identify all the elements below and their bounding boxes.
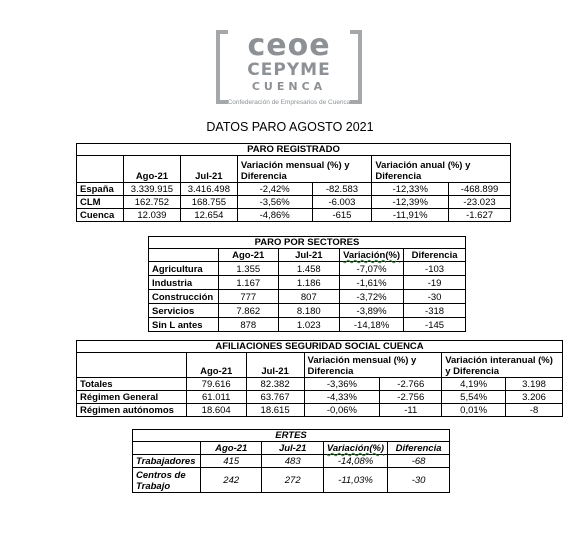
afiliaciones-table [76,340,563,417]
row-label: Cuenca [77,209,124,222]
ertes-table [132,429,450,493]
cell: -8 [506,404,563,417]
cell: 18.604 [186,404,246,417]
cell: -23.023 [449,196,511,209]
row-label: España [77,183,124,196]
table-title: ERTES [133,430,450,442]
column-header [323,442,387,455]
logo-right-bracket [350,30,362,104]
cell: 878 [218,318,278,332]
cell: -11 [380,404,442,417]
table-row [77,196,511,209]
cell: 82.382 [246,378,304,391]
cell: -145 [404,318,466,332]
cell: -1,61% [340,276,404,290]
cell: 18.615 [246,404,304,417]
cell: -3,89% [340,304,404,318]
logo-text-ceoe: ceoe [247,28,331,63]
ceoe-cepyme-logo [214,28,364,108]
cell: -19 [404,276,466,290]
column-header: Variación mensual (%) y Diferencia [304,353,442,378]
column-header: Variación anual (%) y Diferencia [372,156,511,183]
row-label: Trabajadores [133,455,201,468]
row-label: Régimen General [77,391,187,404]
cell: -468.899 [449,183,511,196]
cell: -318 [404,304,466,318]
column-header: Variación interanual (%) y Diferencia [442,353,563,378]
table-row [77,404,563,417]
cell: -11,03% [323,468,387,493]
cell: 1.458 [278,262,340,276]
cell: -3,72% [340,290,404,304]
cell: -2.766 [380,378,442,391]
cell: 777 [218,290,278,304]
table-title: PARO REGISTRADO [77,144,511,156]
cell: 1.167 [218,276,278,290]
table-row [149,290,466,304]
cell: 3.206 [506,391,563,404]
table-row [149,318,466,332]
column-header: Ago-21 [200,442,262,455]
cell: -3,56% [237,196,312,209]
cell: -12,33% [372,183,449,196]
cell: -0,06% [304,404,380,417]
cell: 63.767 [246,391,304,404]
row-label: Agricultura [149,262,219,276]
column-header: Diferencia [404,249,466,262]
logo-left-bracket [216,30,228,104]
cell: -11,91% [372,209,449,222]
cell: 3.416.498 [180,183,237,196]
header-empty [77,353,187,378]
column-header: Jul-21 [180,156,237,183]
cell: -6.003 [312,196,372,209]
cell: -30 [404,290,466,304]
paro-sectores-table [148,236,466,332]
table-row [149,262,466,276]
cell: 1.023 [278,318,340,332]
table-row [149,276,466,290]
row-label: Centros de Trabajo [133,468,201,493]
column-header: Ago-21 [218,249,278,262]
cell: -68 [388,455,450,468]
cell: -3,36% [304,378,380,391]
column-header: Ago-21 [123,156,180,183]
logo-text-cepyme: CEPYME [247,60,331,80]
column-header: Ago-21 [186,353,246,378]
cell: 12.039 [123,209,180,222]
table-row [77,378,563,391]
cell: 483 [262,455,323,468]
cell: 3.198 [506,378,563,391]
cell: -14,18% [340,318,404,332]
cell: 242 [200,468,262,493]
cell: 162.752 [123,196,180,209]
cell: 7.862 [218,304,278,318]
logo-text-cuenca: CUENCA [251,80,327,93]
column-header: Jul-21 [262,442,323,455]
header-empty [133,442,201,455]
row-label: Construcción [149,290,219,304]
cell: 415 [200,455,262,468]
cell: 1.355 [218,262,278,276]
row-label: Sin L antes [149,318,219,332]
column-header: Jul-21 [246,353,304,378]
row-label: Servicios [149,304,219,318]
column-header [340,249,404,262]
table-row [77,183,511,196]
variacion-header-text: Variación(%) [326,443,385,454]
cell: -2.756 [380,391,442,404]
row-label: Industria [149,276,219,290]
cell: -82.583 [312,183,372,196]
cell: -103 [404,262,466,276]
cell: 1.186 [278,276,340,290]
cell: -2,42% [237,183,312,196]
cell: -4,86% [237,209,312,222]
page-title: DATOS PARO AGOSTO 2021 [206,120,374,134]
cell: 79.616 [186,378,246,391]
cell: 0,01% [442,404,506,417]
column-header: Diferencia [388,442,450,455]
header-empty [149,249,219,262]
cell: 8.180 [278,304,340,318]
cell: 4,19% [442,378,506,391]
table-row [149,304,466,318]
table-row [77,391,563,404]
variacion-header-text: Variación(%) [343,250,401,261]
table-title: AFILIACIONES SEGURIDAD SOCIAL CUENCA [77,341,563,353]
logo-tagline: Confederación de Empresarios de Cuenca [227,99,351,106]
cell: 61.011 [186,391,246,404]
table-row [133,455,450,468]
cell: -12,39% [372,196,449,209]
row-label: CLM [77,196,124,209]
header-empty [77,156,124,183]
column-header: Variación mensual (%) y Diferencia [237,156,372,183]
paro-registrado-table [76,143,511,222]
table-row [77,209,511,222]
table-title: PARO POR SECTORES [149,237,466,249]
row-label: Totales [77,378,187,391]
cell: 807 [278,290,340,304]
cell: -14,08% [323,455,387,468]
cell: -4,33% [304,391,380,404]
cell: 272 [262,468,323,493]
cell: 5,54% [442,391,506,404]
cell: 168.755 [180,196,237,209]
cell: -30 [388,468,450,493]
cell: -615 [312,209,372,222]
cell: 3.339.915 [123,183,180,196]
cell: -1.627 [449,209,511,222]
row-label: Régimen autónomos [77,404,187,417]
column-header: Jul-21 [278,249,340,262]
cell: 12.654 [180,209,237,222]
cell: -7,07% [340,262,404,276]
table-row [133,468,450,493]
